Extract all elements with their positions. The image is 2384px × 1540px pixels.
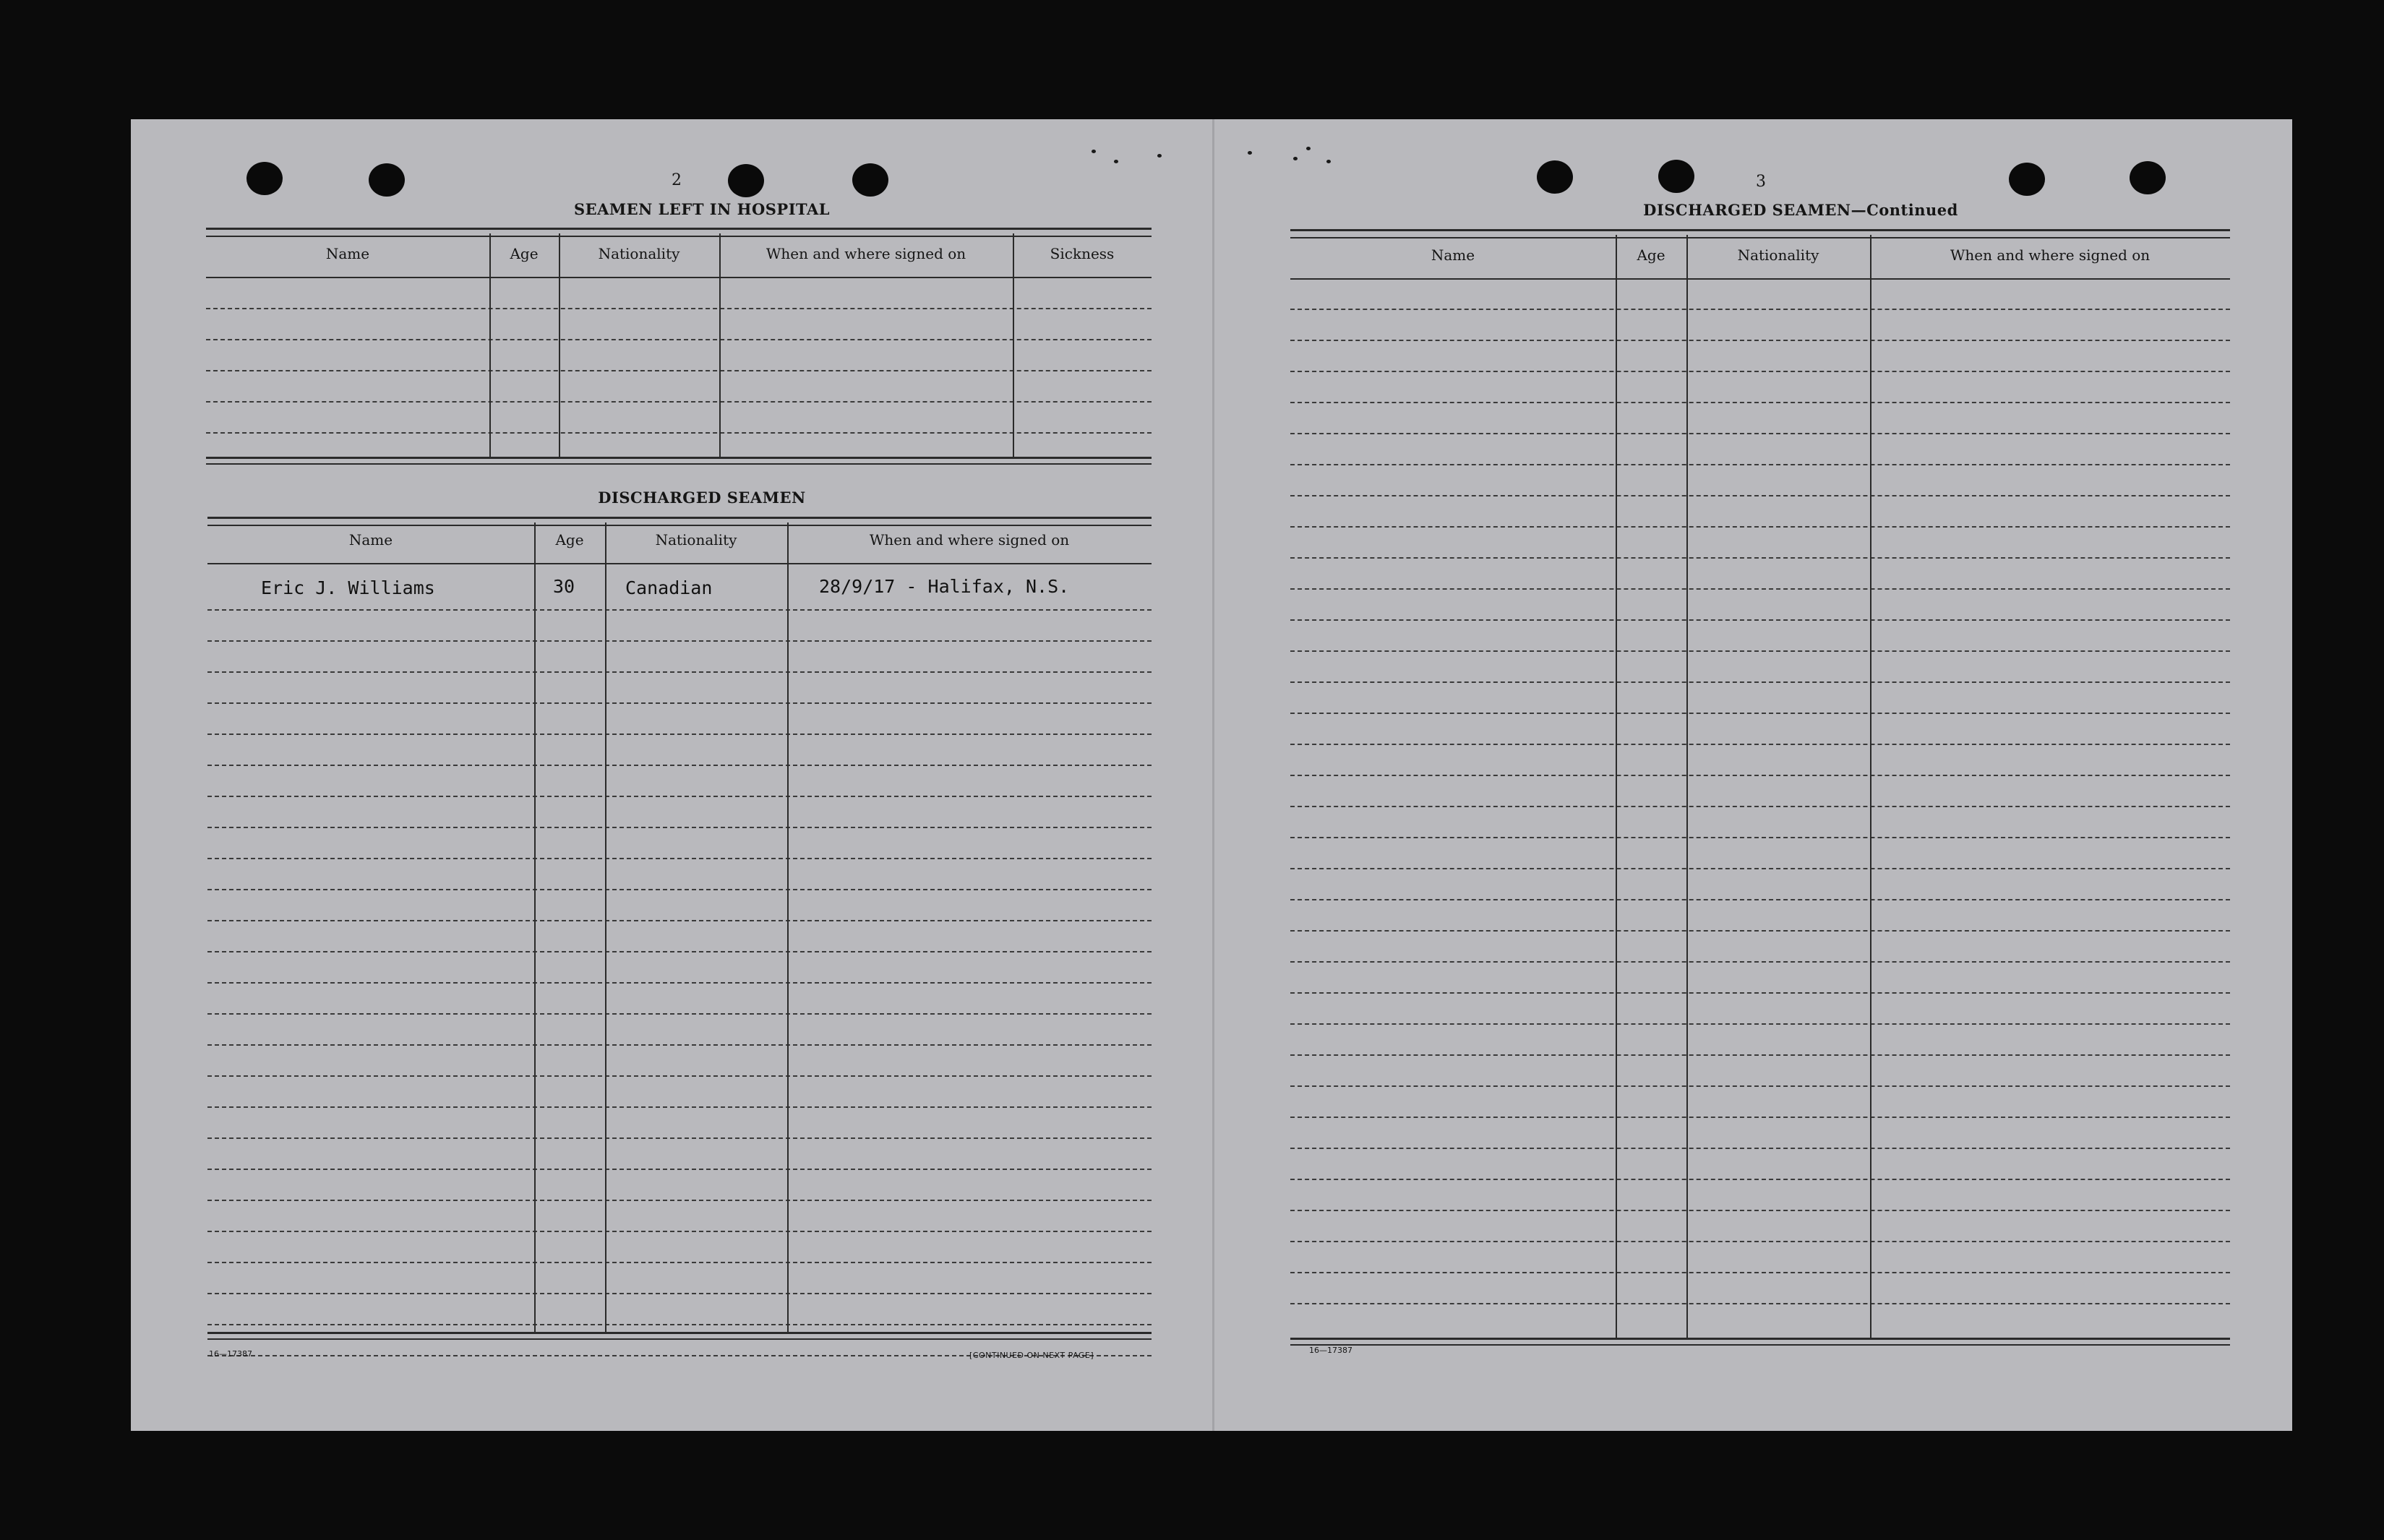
ink-speck: [1114, 160, 1118, 163]
table-row: [206, 432, 1152, 434]
page-number-right: 3: [1756, 173, 1766, 191]
table-row: [207, 982, 1152, 984]
punch-hole: [246, 162, 283, 195]
table-row: [1290, 806, 2230, 807]
table-row: [1290, 837, 2230, 838]
table-row: [1290, 1179, 2230, 1180]
table-row: [207, 702, 1152, 704]
table-row: [206, 339, 1152, 340]
document-sheet: [131, 119, 2292, 1431]
table-row: [207, 1137, 1152, 1139]
table-row: [1290, 1054, 2230, 1056]
right-title-main: DISCHARGED SEAMEN: [1643, 201, 1851, 219]
punch-hole: [728, 164, 764, 197]
right-header-nationality: Nationality: [1737, 246, 1819, 264]
table-row: [207, 951, 1152, 952]
table-row: [1290, 371, 2230, 372]
ink-speck: [1293, 157, 1298, 160]
table-row: [1290, 681, 2230, 683]
entry-name: Eric J. Williams: [261, 577, 435, 598]
form-number-right: 16—17387: [1309, 1346, 1352, 1355]
column-rule: [534, 522, 536, 1332]
discharged-header-name: Name: [348, 531, 393, 549]
table-row: [1290, 899, 2230, 900]
table-row: [207, 765, 1152, 766]
right-header-age: Age: [1637, 246, 1665, 264]
punch-hole: [852, 163, 888, 197]
column-rule: [719, 233, 721, 457]
table-row: [207, 640, 1152, 642]
ink-speck: [1248, 151, 1252, 155]
discharged-section-title: DISCHARGED SEAMEN: [598, 489, 806, 507]
table-row: [207, 1262, 1152, 1263]
column-rule: [787, 522, 789, 1332]
table-top-rule: [206, 228, 1152, 237]
header-rule: [1290, 278, 2230, 280]
hospital-header-name: Name: [325, 245, 370, 262]
table-row: [206, 370, 1152, 371]
page-number-left: 2: [672, 171, 682, 189]
table-row: [207, 920, 1152, 921]
right-section-title: [1540, 201, 2061, 219]
column-rule: [1870, 235, 1871, 1338]
table-row: [207, 1169, 1152, 1170]
hospital-header-sickness: Sickness: [1050, 245, 1115, 262]
table-row: [207, 671, 1152, 673]
discharged-header-nationality: Nationality: [655, 531, 737, 549]
table-row: [1290, 588, 2230, 590]
table-row: [1290, 930, 2230, 932]
form-number-left: 16—17387: [209, 1349, 252, 1359]
table-row: [1290, 1303, 2230, 1304]
punch-hole: [2130, 161, 2166, 194]
table-row: [207, 1293, 1152, 1294]
table-row: [1290, 557, 2230, 559]
table-row: [1290, 464, 2230, 465]
hospital-section-title: SEAMEN LEFT IN HOSPITAL: [573, 200, 831, 218]
table-row: [1290, 495, 2230, 496]
table-row: [1290, 1023, 2230, 1025]
ink-speck: [1157, 154, 1162, 158]
table-row: [1290, 1148, 2230, 1149]
entry-age: 30: [553, 576, 575, 597]
header-rule: [207, 563, 1152, 564]
table-row: [1290, 1117, 2230, 1118]
column-rule: [559, 233, 560, 457]
entry-nationality: Canadian: [625, 577, 713, 598]
table-row: [1290, 1085, 2230, 1087]
discharged-table-right: [1290, 229, 2230, 1328]
table-row: [206, 308, 1152, 309]
ink-speck: [1326, 160, 1331, 163]
right-header-signed-on: When and where signed on: [1950, 246, 2151, 264]
table-row: [207, 796, 1152, 797]
table-row: [207, 1200, 1152, 1201]
table-top-rule: [207, 517, 1152, 526]
table-row: [1290, 340, 2230, 341]
hospital-header-age: Age: [510, 245, 539, 262]
table-row: [207, 858, 1152, 859]
table-row: [1290, 775, 2230, 776]
table-row: [1290, 526, 2230, 528]
right-header-name: Name: [1431, 246, 1475, 264]
table-row: [1290, 1241, 2230, 1242]
table-row: [1290, 402, 2230, 403]
ink-speck: [1306, 147, 1311, 150]
punch-hole: [369, 163, 405, 197]
hospital-header-signed-on: When and where signed on: [766, 245, 966, 262]
right-title-suffix: —Continued: [1851, 201, 1958, 219]
table-row: [207, 1324, 1152, 1325]
table-row: [1290, 1272, 2230, 1273]
entry-signed-on: 28/9/17 - Halifax, N.S.: [819, 576, 1070, 597]
column-rule: [1686, 235, 1688, 1338]
punch-hole: [1658, 160, 1694, 193]
table-row: [1290, 433, 2230, 434]
table-bottom-rule: [207, 1332, 1152, 1340]
continued-note: [CONTINUED ON NEXT PAGE]: [969, 1351, 1094, 1360]
table-row: [1290, 992, 2230, 994]
header-rule: [206, 277, 1152, 278]
table-row: [206, 401, 1152, 403]
table-row: [1290, 744, 2230, 745]
table-row: [207, 827, 1152, 828]
table-row: [1290, 650, 2230, 652]
table-row: [1290, 868, 2230, 869]
table-bottom-rule: [1290, 1338, 2230, 1346]
table-row: [207, 1075, 1152, 1077]
table-top-rule: [1290, 229, 2230, 238]
table-row: [207, 1106, 1152, 1108]
table-row: [1290, 1210, 2230, 1211]
column-rule: [489, 233, 491, 457]
table-row: [1290, 309, 2230, 310]
discharged-header-age: Age: [555, 531, 584, 549]
table-row: [207, 609, 1152, 611]
table-row: [1290, 713, 2230, 714]
punch-hole: [1537, 160, 1573, 194]
discharged-header-signed-on: When and where signed on: [869, 531, 1070, 549]
table-row: [207, 1044, 1152, 1046]
table-bottom-rule: [206, 457, 1152, 465]
table-row: [207, 1013, 1152, 1015]
table-row: [207, 734, 1152, 735]
column-rule: [1013, 233, 1014, 457]
page-fold: [1212, 119, 1214, 1431]
punch-hole: [2009, 163, 2045, 196]
table-row: [207, 889, 1152, 890]
ink-speck: [1092, 150, 1096, 153]
table-row: [1290, 619, 2230, 621]
column-rule: [605, 522, 606, 1332]
table-row: [1290, 961, 2230, 963]
table-row: [207, 1231, 1152, 1232]
hospital-header-nationality: Nationality: [598, 245, 680, 262]
column-rule: [1616, 235, 1617, 1338]
discharged-table-left: [207, 517, 1152, 1319]
